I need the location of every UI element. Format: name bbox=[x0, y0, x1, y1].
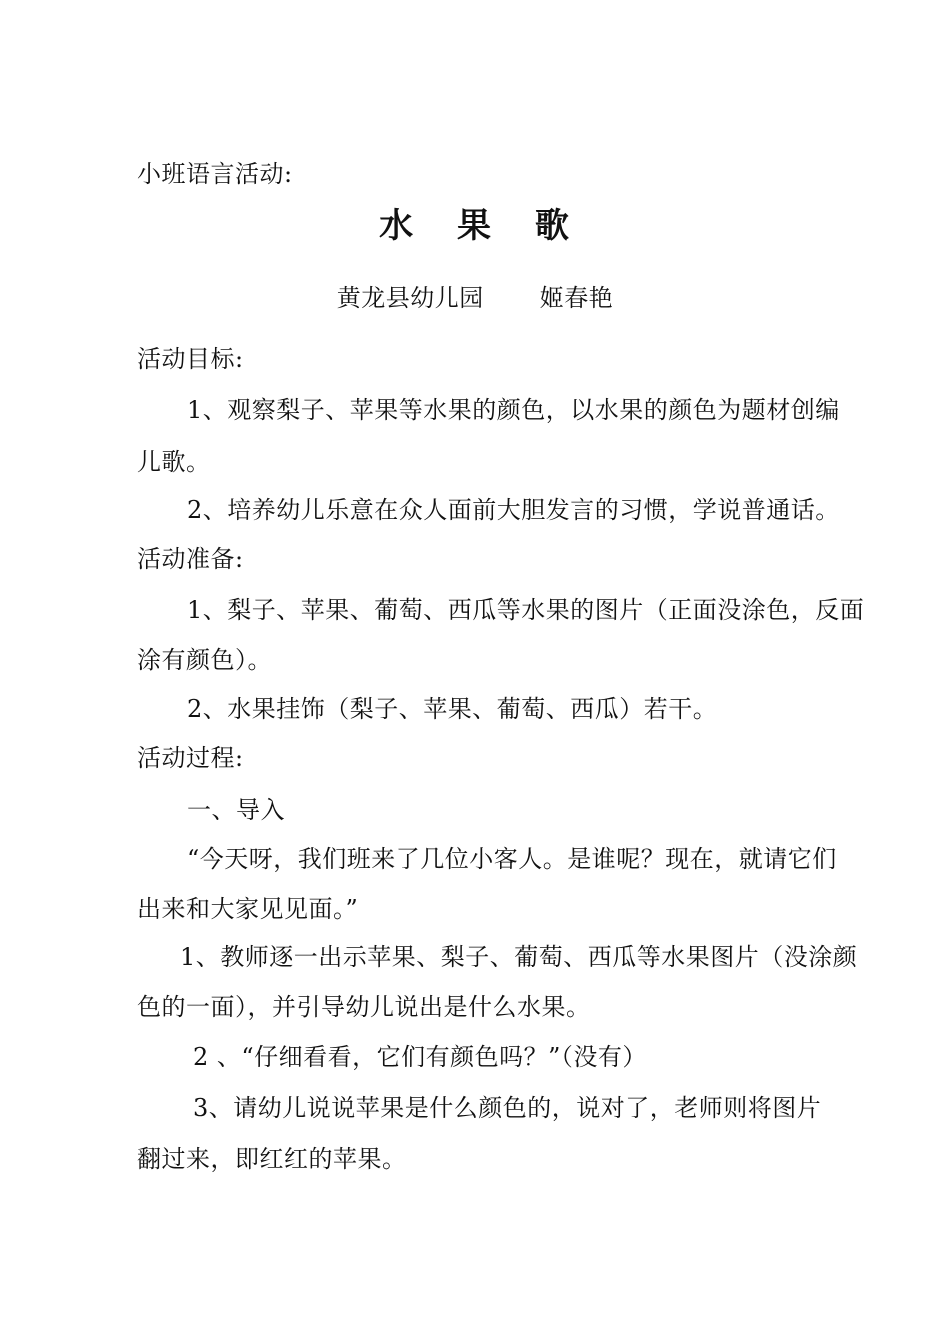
activity-heading: 小班语言活动: bbox=[137, 160, 293, 188]
step-intro: 一、导入 bbox=[187, 796, 285, 824]
author-line bbox=[0, 282, 950, 314]
item-3-line-2: 翻过来，即红红的苹果。 bbox=[137, 1145, 407, 1173]
item-2: 2 、“仔细看看，它们有颜色吗？”（没有） bbox=[193, 1043, 647, 1071]
process-heading: 活动过程: bbox=[137, 744, 244, 772]
goal-1-line-2: 儿歌。 bbox=[137, 448, 211, 476]
prep-2: 2、水果挂饰（梨子、苹果、葡萄、西瓜）若干。 bbox=[187, 695, 718, 723]
item-3-line-1: 3、请幼儿说说苹果是什么颜色的，说对了，老师则将图片 bbox=[193, 1094, 822, 1122]
prep-1-line-1: 1、梨子、苹果、葡萄、西瓜等水果的图片（正面没涂色，反面 bbox=[187, 596, 865, 624]
author-organization: 黄龙县幼儿园 bbox=[336, 284, 484, 312]
prep-heading: 活动准备: bbox=[137, 545, 244, 573]
item-1-line-1: 1、教师逐一出示苹果、梨子、葡萄、西瓜等水果图片（没涂颜 bbox=[180, 943, 858, 971]
item-1-line-2: 色的一面），并引导幼儿说出是什么水果。 bbox=[137, 993, 591, 1021]
quote-line-2: 出来和大家见见面。” bbox=[137, 895, 359, 923]
goal-1-line-1: 1、观察梨子、苹果等水果的颜色，以水果的颜色为题材创编 bbox=[187, 396, 840, 424]
goal-2: 2、培养幼儿乐意在众人面前大胆发言的习惯，学说普通话。 bbox=[187, 496, 840, 524]
goals-heading: 活动目标: bbox=[137, 345, 244, 373]
author-name: 姬春艳 bbox=[539, 284, 614, 312]
quote-line-1: “今天呀，我们班来了几位小客人。是谁呢？现在，就请它们 bbox=[187, 845, 837, 873]
prep-1-line-2: 涂有颜色）。 bbox=[137, 646, 272, 674]
document-title: 水 果 歌 bbox=[379, 206, 585, 246]
